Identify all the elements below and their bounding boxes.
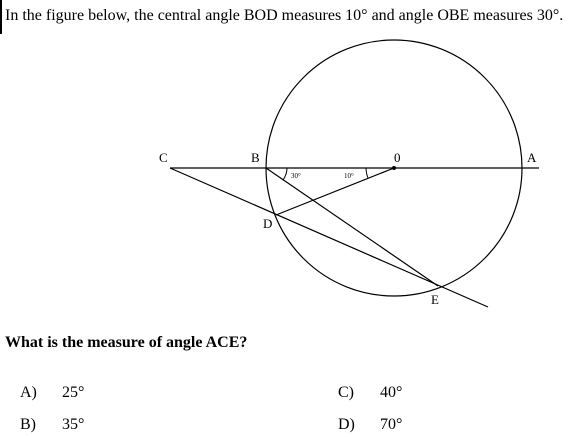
label-c: C [159,150,168,165]
label-d: D [263,216,273,231]
choice-value: 40° [380,384,403,401]
choice-letter: B) [20,416,36,433]
choice-a[interactable] [20,383,84,403]
chord-be [266,168,438,286]
choice-d[interactable] [338,415,402,435]
choice-value: 70° [380,416,403,433]
label-a: A [527,150,537,165]
choice-letter: A) [20,384,37,401]
choice-letter: D) [338,416,355,433]
angle-label-obe: 30° [291,172,301,180]
choice-value: 35° [62,416,85,433]
choice-c[interactable] [338,383,402,403]
angle-arc-bod [366,168,368,178]
label-b: B [251,150,260,165]
choice-b[interactable] [20,415,84,435]
problem-statement: In the figure below, the central angle BOD measures 10° and angle OBE measures 30°. [5,7,564,24]
center-point [392,166,396,170]
secant-cde [170,168,488,307]
choice-value: 25° [62,384,85,401]
choice-letter: C) [338,384,354,401]
label-e: E [431,292,439,307]
angle-arc-obe [283,168,287,180]
label-o: 0 [394,150,401,165]
question-text: What is the measure of angle ACE? [5,334,248,351]
angle-label-bod: 10° [344,172,354,180]
